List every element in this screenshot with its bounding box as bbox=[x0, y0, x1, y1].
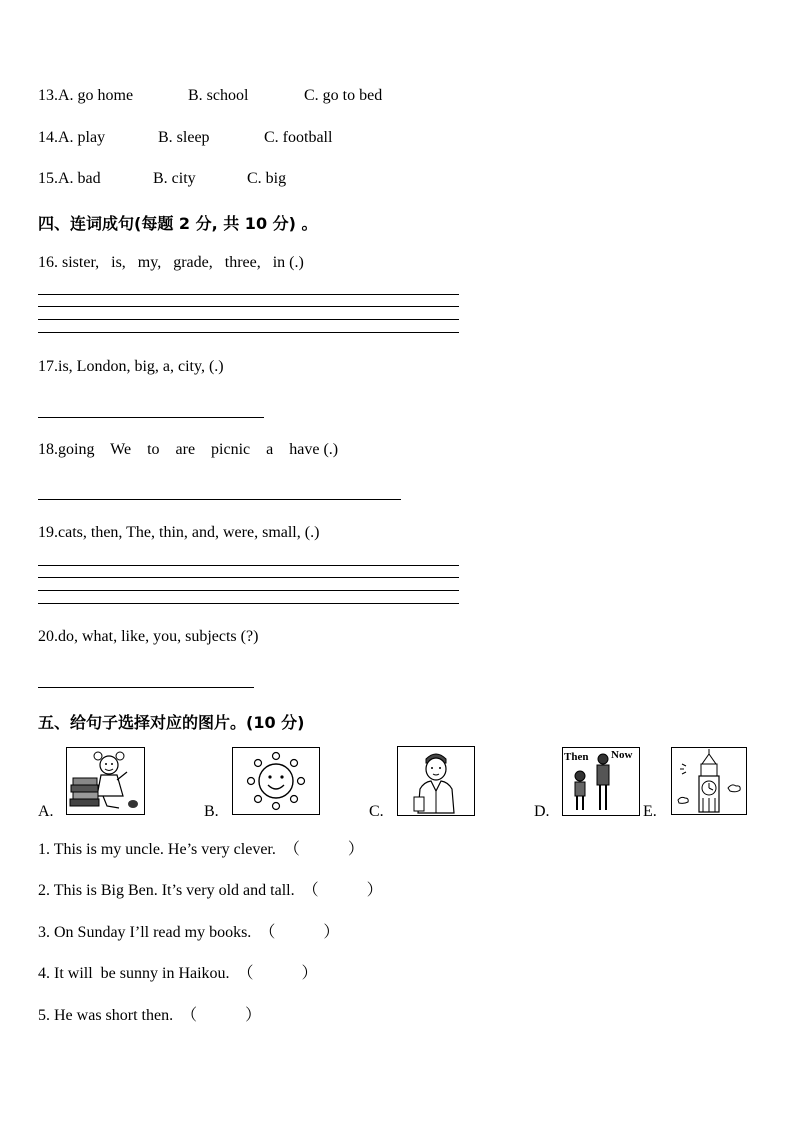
answer-line bbox=[38, 687, 254, 688]
sentence-3 bbox=[38, 919, 339, 942]
answer-blank[interactable]: （ ） bbox=[237, 965, 318, 982]
answer-line bbox=[38, 603, 459, 604]
answer-blank[interactable]: （ ） bbox=[283, 841, 364, 858]
question-20: 20.do, what, like, you, subjects (?) bbox=[38, 628, 259, 645]
section-5-title: 五、给句子选择对应的图片。(10 分) bbox=[38, 713, 305, 732]
picture-d-label: D. bbox=[534, 803, 550, 820]
answer-line bbox=[38, 565, 459, 566]
picture-d-then-now bbox=[562, 747, 640, 816]
man-in-suit-icon bbox=[398, 747, 474, 815]
question-18: 18.going We to are picnic a have (.) bbox=[38, 441, 339, 458]
question-17: 17.is, London, big, a, city, (.) bbox=[38, 358, 224, 375]
question-13 bbox=[38, 87, 382, 105]
sentence-4 bbox=[38, 960, 318, 983]
big-ben-icon bbox=[672, 748, 746, 814]
answer-line bbox=[38, 417, 264, 418]
answer-line bbox=[38, 332, 459, 333]
answer-blank[interactable]: （ ） bbox=[259, 924, 340, 941]
picture-a-girl-reading bbox=[66, 747, 145, 815]
sentence-5 bbox=[38, 1002, 261, 1025]
question-16: 16. sister, is, my, grade, three, in (.) bbox=[38, 254, 304, 271]
question-19: 19.cats, then, The, thin, and, were, small, (.) bbox=[38, 524, 320, 541]
picture-a-label: A. bbox=[38, 803, 54, 820]
option-c: C. big bbox=[247, 170, 287, 187]
boy-then-now-icon bbox=[563, 748, 639, 815]
option-b: B. city bbox=[153, 170, 196, 187]
option-c: C. go to bed bbox=[304, 87, 383, 104]
sun-icon bbox=[233, 748, 319, 814]
sentence-text: 1. This is my uncle. He’s very clever. bbox=[38, 841, 276, 858]
question-14 bbox=[38, 129, 332, 147]
answer-blank[interactable]: （ ） bbox=[181, 1007, 262, 1024]
answer-line bbox=[38, 306, 459, 307]
sentence-2 bbox=[38, 877, 383, 900]
question-number: 14. bbox=[38, 129, 58, 146]
section-4-title: 四、连词成句(每题 2 分, 共 10 分) 。 bbox=[38, 214, 318, 233]
answer-line bbox=[38, 577, 459, 578]
sentence-text: 5. He was short then. bbox=[38, 1007, 174, 1024]
answer-line bbox=[38, 499, 401, 500]
sentence-text: 2. This is Big Ben. It’s very old and tall. bbox=[38, 882, 295, 899]
sentence-1 bbox=[38, 836, 364, 859]
picture-e-label: E. bbox=[643, 803, 657, 820]
answer-line bbox=[38, 319, 459, 320]
picture-c-man bbox=[397, 746, 475, 816]
option-b: B. school bbox=[188, 87, 249, 104]
option-b: B. sleep bbox=[158, 129, 210, 146]
question-number: 15. bbox=[38, 170, 58, 187]
answer-blank[interactable]: （ ） bbox=[302, 882, 383, 899]
option-c: C. football bbox=[264, 129, 333, 146]
sentence-text: 3. On Sunday I’ll read my books. bbox=[38, 924, 252, 941]
then-label: Then bbox=[564, 751, 589, 763]
answer-line bbox=[38, 294, 459, 295]
answer-line bbox=[38, 590, 459, 591]
girl-with-books-icon bbox=[67, 748, 144, 814]
option-a: A. go home bbox=[58, 87, 134, 104]
now-label: Now bbox=[611, 749, 633, 761]
picture-c-label: C. bbox=[369, 803, 384, 820]
question-15 bbox=[38, 170, 286, 188]
sentence-text: 4. It will be sunny in Haikou. bbox=[38, 965, 230, 982]
picture-b-sun bbox=[232, 747, 320, 815]
option-a: A. play bbox=[58, 129, 106, 146]
question-number: 13. bbox=[38, 87, 58, 104]
picture-b-label: B. bbox=[204, 803, 219, 820]
option-a: A. bad bbox=[58, 170, 101, 187]
picture-e-big-ben bbox=[671, 747, 747, 815]
